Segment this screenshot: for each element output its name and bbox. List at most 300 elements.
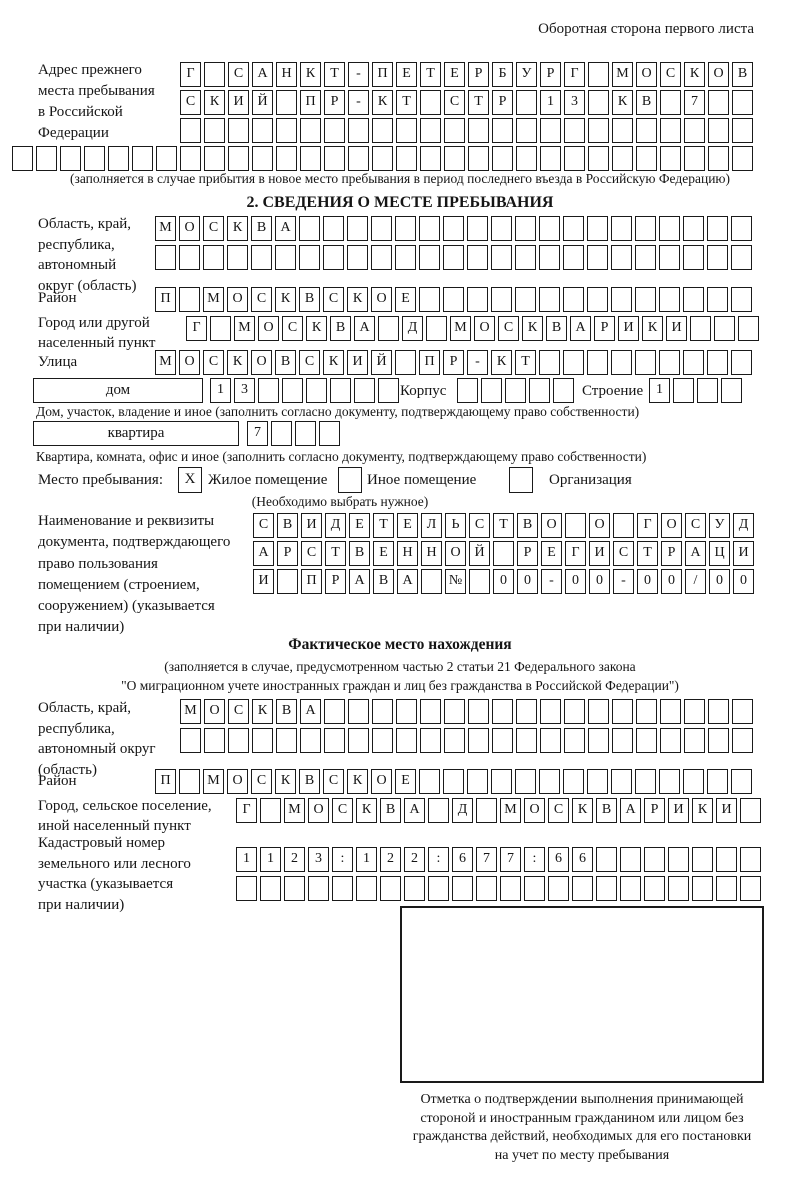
char-cell (204, 728, 225, 753)
char-cell: С (180, 90, 201, 115)
char-cell (659, 245, 680, 270)
dom-note: Дом, участок, владение и иное (заполнить согласно документу, подтверждающему право собственности) (36, 404, 640, 419)
oblast-row-2 (155, 245, 752, 270)
char-cell (492, 146, 513, 171)
char-cell: В (732, 62, 753, 87)
char-cell: Р (324, 90, 345, 115)
char-cell (469, 569, 490, 594)
char-cell (481, 378, 502, 403)
char-cell (444, 699, 465, 724)
char-cell (324, 118, 345, 143)
char-cell (635, 216, 656, 241)
char-cell: Б (492, 62, 513, 87)
char-cell: К (642, 316, 663, 341)
char-cell: А (300, 699, 321, 724)
kadastr-label-line: Кадастровый номер (38, 835, 165, 851)
stroenie-label: Строение (582, 383, 644, 399)
char-cell (660, 699, 681, 724)
char-cell (683, 216, 704, 241)
char-cell: О (661, 513, 682, 538)
char-cell: А (253, 541, 274, 566)
char-cell: О (308, 798, 329, 823)
prev-address-label-line: места пребывания (38, 83, 155, 99)
char-cell (180, 118, 201, 143)
fact-raion-label: Район (38, 773, 77, 789)
char-cell (203, 245, 224, 270)
char-cell (300, 146, 321, 171)
char-cell (180, 728, 201, 753)
char-cell: И (716, 798, 737, 823)
char-cell (731, 769, 752, 794)
char-cell: Й (469, 541, 490, 566)
char-cell (228, 728, 249, 753)
prev-address-footnote: (заполняется в случае прибытия в новое место пребывания в период последнего въезда в Российскую Федерацию) (69, 171, 731, 186)
char-cell: Р (594, 316, 615, 341)
char-cell: 6 (548, 847, 569, 872)
kadastr-label-line: земельного или лесного (38, 855, 191, 872)
prev-address-row-3 (180, 118, 753, 143)
char-cell (276, 146, 297, 171)
char-cell (468, 146, 489, 171)
char-cell: О (589, 513, 610, 538)
char-cell (540, 146, 561, 171)
oblast-label-line: республика, (38, 236, 115, 253)
char-cell (564, 699, 585, 724)
char-cell (491, 287, 512, 312)
char-cell: : (428, 847, 449, 872)
char-cell: Е (396, 62, 417, 87)
oblast-label-line: автономный (38, 257, 117, 273)
char-cell: И (589, 541, 610, 566)
char-cell: 1 (649, 378, 670, 403)
char-cell (395, 245, 416, 270)
option-organizatsiya-label: Организация (549, 472, 632, 488)
char-cell (683, 769, 704, 794)
char-cell: О (524, 798, 545, 823)
char-cell: Е (373, 541, 394, 566)
char-cell: О (371, 769, 392, 794)
ulitsa-label: Улица (38, 354, 78, 370)
char-cell (12, 146, 33, 171)
char-cell (276, 118, 297, 143)
char-cell: С (323, 287, 344, 312)
char-cell (299, 245, 320, 270)
char-cell (707, 245, 728, 270)
char-cell (673, 378, 694, 403)
char-cell (277, 569, 298, 594)
page-side-note: Оборотная сторона первого листа (538, 21, 754, 37)
char-cell (260, 798, 281, 823)
char-cell (180, 146, 201, 171)
char-cell: Р (517, 541, 538, 566)
char-cell (228, 118, 249, 143)
char-cell (332, 876, 353, 901)
char-cell (708, 146, 729, 171)
char-cell: К (372, 90, 393, 115)
char-cell: 7 (476, 847, 497, 872)
char-cell: 0 (661, 569, 682, 594)
char-cell: А (570, 316, 591, 341)
char-cell (553, 378, 574, 403)
char-cell (330, 378, 351, 403)
char-cell (228, 146, 249, 171)
char-cell: П (155, 287, 176, 312)
char-cell (419, 216, 440, 241)
char-cell: П (155, 769, 176, 794)
prev-address-label-line: Адрес прежнего (38, 62, 142, 78)
char-cell (587, 350, 608, 375)
char-cell: Г (236, 798, 257, 823)
char-cell: У (709, 513, 730, 538)
char-cell (396, 699, 417, 724)
char-cell (563, 216, 584, 241)
char-cell: П (372, 62, 393, 87)
char-cell (524, 876, 545, 901)
char-cell: П (301, 569, 322, 594)
char-cell: 1 (260, 847, 281, 872)
kadastr-label (38, 833, 191, 915)
stamp-caption-line: гражданства действий, необходимых для его постановки (412, 1129, 752, 1144)
char-cell (684, 118, 705, 143)
char-cell: О (251, 350, 272, 375)
korpus-row (457, 378, 574, 403)
char-cell (444, 728, 465, 753)
char-cell: 0 (589, 569, 610, 594)
char-cell: С (228, 62, 249, 87)
char-cell (468, 728, 489, 753)
char-cell: О (204, 699, 225, 724)
char-cell: Д (402, 316, 423, 341)
char-cell (659, 769, 680, 794)
char-cell: 0 (709, 569, 730, 594)
char-cell (721, 378, 742, 403)
stamp-caption-line: стороной и иностранным гражданином или лицом без (420, 1110, 744, 1126)
char-cell: О (636, 62, 657, 87)
char-cell: К (227, 350, 248, 375)
char-cell (620, 876, 641, 901)
prev-address-row-4 (12, 146, 753, 171)
option-inoe-label: Иное помещение (367, 472, 477, 488)
char-cell (564, 146, 585, 171)
char-cell (282, 378, 303, 403)
char-cell: Ь (445, 513, 466, 538)
char-cell (668, 847, 689, 872)
char-cell (516, 699, 537, 724)
char-cell (732, 118, 753, 143)
char-cell: А (354, 316, 375, 341)
char-cell (306, 378, 327, 403)
char-cell: С (660, 62, 681, 87)
char-cell: А (685, 541, 706, 566)
char-cell (588, 90, 609, 115)
char-cell: С (332, 798, 353, 823)
dom-number-row (210, 378, 399, 403)
char-cell: К (275, 287, 296, 312)
char-cell: К (300, 62, 321, 87)
char-cell (707, 350, 728, 375)
char-cell (588, 728, 609, 753)
char-cell: О (258, 316, 279, 341)
char-cell: С (251, 287, 272, 312)
char-cell (707, 216, 728, 241)
char-cell: - (348, 90, 369, 115)
char-cell (611, 350, 632, 375)
char-cell: И (618, 316, 639, 341)
char-cell (444, 146, 465, 171)
char-cell: И (668, 798, 689, 823)
char-cell: Р (492, 90, 513, 115)
char-cell: Г (565, 541, 586, 566)
char-cell (731, 287, 752, 312)
char-cell (563, 769, 584, 794)
char-cell: Р (325, 569, 346, 594)
char-cell (467, 287, 488, 312)
char-cell: О (445, 541, 466, 566)
char-cell: Р (443, 350, 464, 375)
char-cell (636, 146, 657, 171)
char-cell (660, 90, 681, 115)
raion-label: Район (38, 290, 77, 306)
char-cell (443, 287, 464, 312)
char-cell (276, 90, 297, 115)
fact-gorod-row (236, 798, 761, 823)
char-cell (515, 287, 536, 312)
char-cell (564, 728, 585, 753)
char-cell: Н (276, 62, 297, 87)
char-cell (660, 728, 681, 753)
char-cell (319, 421, 340, 446)
fact-gorod-label-line: Город, сельское поселение, (38, 798, 212, 814)
checkbox-organizatsiya (509, 467, 533, 493)
char-cell: Н (421, 541, 442, 566)
char-cell (620, 847, 641, 872)
char-cell: Е (541, 541, 562, 566)
char-cell: В (349, 541, 370, 566)
char-cell (708, 728, 729, 753)
char-cell (683, 245, 704, 270)
char-cell: Й (371, 350, 392, 375)
char-cell (644, 847, 665, 872)
char-cell: С (228, 699, 249, 724)
char-cell (636, 728, 657, 753)
char-cell: 6 (452, 847, 473, 872)
char-cell (428, 876, 449, 901)
char-cell (252, 728, 273, 753)
char-cell (539, 287, 560, 312)
char-cell: К (522, 316, 543, 341)
kadastr-row-2 (236, 876, 761, 901)
option-zhiloe-label: Жилое помещение (208, 472, 328, 488)
char-cell (323, 216, 344, 241)
gorod-label (38, 313, 155, 353)
char-cell: К (275, 769, 296, 794)
char-cell: В (276, 699, 297, 724)
char-cell: 0 (733, 569, 754, 594)
char-cell: Р (540, 62, 561, 87)
stamp-box (400, 906, 764, 1083)
char-cell: О (227, 769, 248, 794)
char-cell (395, 216, 416, 241)
char-cell: 6 (572, 847, 593, 872)
char-cell (372, 728, 393, 753)
char-cell (697, 378, 718, 403)
char-cell (372, 146, 393, 171)
char-cell: 3 (308, 847, 329, 872)
char-cell (636, 699, 657, 724)
char-cell (348, 699, 369, 724)
char-cell (348, 728, 369, 753)
stroenie-row (649, 378, 742, 403)
char-cell (295, 421, 316, 446)
char-cell: 1 (210, 378, 231, 403)
char-cell (404, 876, 425, 901)
char-cell: К (347, 287, 368, 312)
char-cell (587, 769, 608, 794)
doc-row-1 (253, 513, 754, 538)
char-cell: С (203, 216, 224, 241)
char-cell (371, 245, 392, 270)
char-cell: К (323, 350, 344, 375)
char-cell: К (692, 798, 713, 823)
kadastr-label-line: при наличии) (38, 896, 125, 913)
char-cell (690, 316, 711, 341)
char-cell: И (733, 541, 754, 566)
char-cell (378, 378, 399, 403)
char-cell: С (613, 541, 634, 566)
char-cell: К (306, 316, 327, 341)
char-cell: № (445, 569, 466, 594)
kvartira-row (247, 421, 340, 446)
kadastr-label-line: участка (указывается (38, 876, 174, 892)
char-cell: К (356, 798, 377, 823)
oblast-label (38, 214, 136, 296)
char-cell: Р (661, 541, 682, 566)
char-cell (299, 216, 320, 241)
char-cell (420, 728, 441, 753)
char-cell: - (348, 62, 369, 87)
char-cell: 0 (565, 569, 586, 594)
char-cell (515, 216, 536, 241)
char-cell: 7 (247, 421, 268, 446)
char-cell: С (251, 769, 272, 794)
char-cell (420, 90, 441, 115)
char-cell: У (516, 62, 537, 87)
char-cell: С (469, 513, 490, 538)
char-cell: Р (277, 541, 298, 566)
char-cell (300, 728, 321, 753)
char-cell (611, 216, 632, 241)
char-cell: К (252, 699, 273, 724)
char-cell (732, 728, 753, 753)
fact-oblast-row-2 (180, 728, 753, 753)
char-cell: - (541, 569, 562, 594)
char-cell (356, 876, 377, 901)
char-cell: К (347, 769, 368, 794)
char-cell (684, 146, 705, 171)
char-cell: О (371, 287, 392, 312)
fact-gorod-label (38, 796, 212, 836)
char-cell (596, 847, 617, 872)
char-cell: Й (252, 90, 273, 115)
char-cell (236, 876, 257, 901)
char-cell: М (203, 769, 224, 794)
prev-address-row-2 (180, 90, 753, 115)
char-cell (155, 245, 176, 270)
char-cell: Д (733, 513, 754, 538)
char-cell (371, 216, 392, 241)
char-cell (540, 728, 561, 753)
char-cell (587, 216, 608, 241)
char-cell (740, 798, 761, 823)
char-cell: 7 (500, 847, 521, 872)
char-cell (354, 378, 375, 403)
char-cell (692, 847, 713, 872)
char-cell (421, 569, 442, 594)
char-cell (588, 146, 609, 171)
char-cell (635, 350, 656, 375)
char-cell: Ц (709, 541, 730, 566)
char-cell (396, 728, 417, 753)
char-cell (588, 118, 609, 143)
char-cell (419, 769, 440, 794)
char-cell: И (347, 350, 368, 375)
char-cell: Г (637, 513, 658, 538)
char-cell: Е (395, 769, 416, 794)
char-cell (275, 245, 296, 270)
char-cell (731, 245, 752, 270)
char-cell (692, 876, 713, 901)
char-cell (563, 350, 584, 375)
char-cell (204, 62, 225, 87)
fact-note-line-1: (заполняется в случае, предусмотренном частью 2 статьи 21 Федерального закона (164, 659, 636, 674)
char-cell (612, 728, 633, 753)
char-cell (587, 287, 608, 312)
char-cell: К (612, 90, 633, 115)
char-cell (539, 350, 560, 375)
char-cell: 0 (637, 569, 658, 594)
char-cell: Н (397, 541, 418, 566)
char-cell: М (500, 798, 521, 823)
char-cell: В (299, 769, 320, 794)
char-cell (443, 769, 464, 794)
char-cell (276, 728, 297, 753)
char-cell (380, 876, 401, 901)
stamp-caption-line: на учет по месту пребывания (494, 1147, 670, 1163)
char-cell (732, 90, 753, 115)
char-cell: Р (644, 798, 665, 823)
char-cell (468, 118, 489, 143)
char-cell (252, 118, 273, 143)
char-cell (324, 728, 345, 753)
char-cell: С (203, 350, 224, 375)
char-cell (740, 847, 761, 872)
char-cell: 2 (380, 847, 401, 872)
char-cell: М (155, 350, 176, 375)
char-cell (457, 378, 478, 403)
char-cell (660, 118, 681, 143)
char-cell (347, 216, 368, 241)
char-cell (300, 118, 321, 143)
prev-address-label (38, 60, 155, 144)
char-cell (36, 146, 57, 171)
char-cell: - (613, 569, 634, 594)
gorod-label-line: Город или другой (38, 315, 150, 331)
fact-note-line-2: "О миграционном учете иностранных граждан и лиц без гражданства в Российской Федерации") (121, 678, 679, 693)
char-cell: С (282, 316, 303, 341)
kvartira-field-box: квартира (33, 421, 239, 446)
char-cell (252, 146, 273, 171)
fact-oblast-label-line: автономный округ (38, 741, 156, 757)
